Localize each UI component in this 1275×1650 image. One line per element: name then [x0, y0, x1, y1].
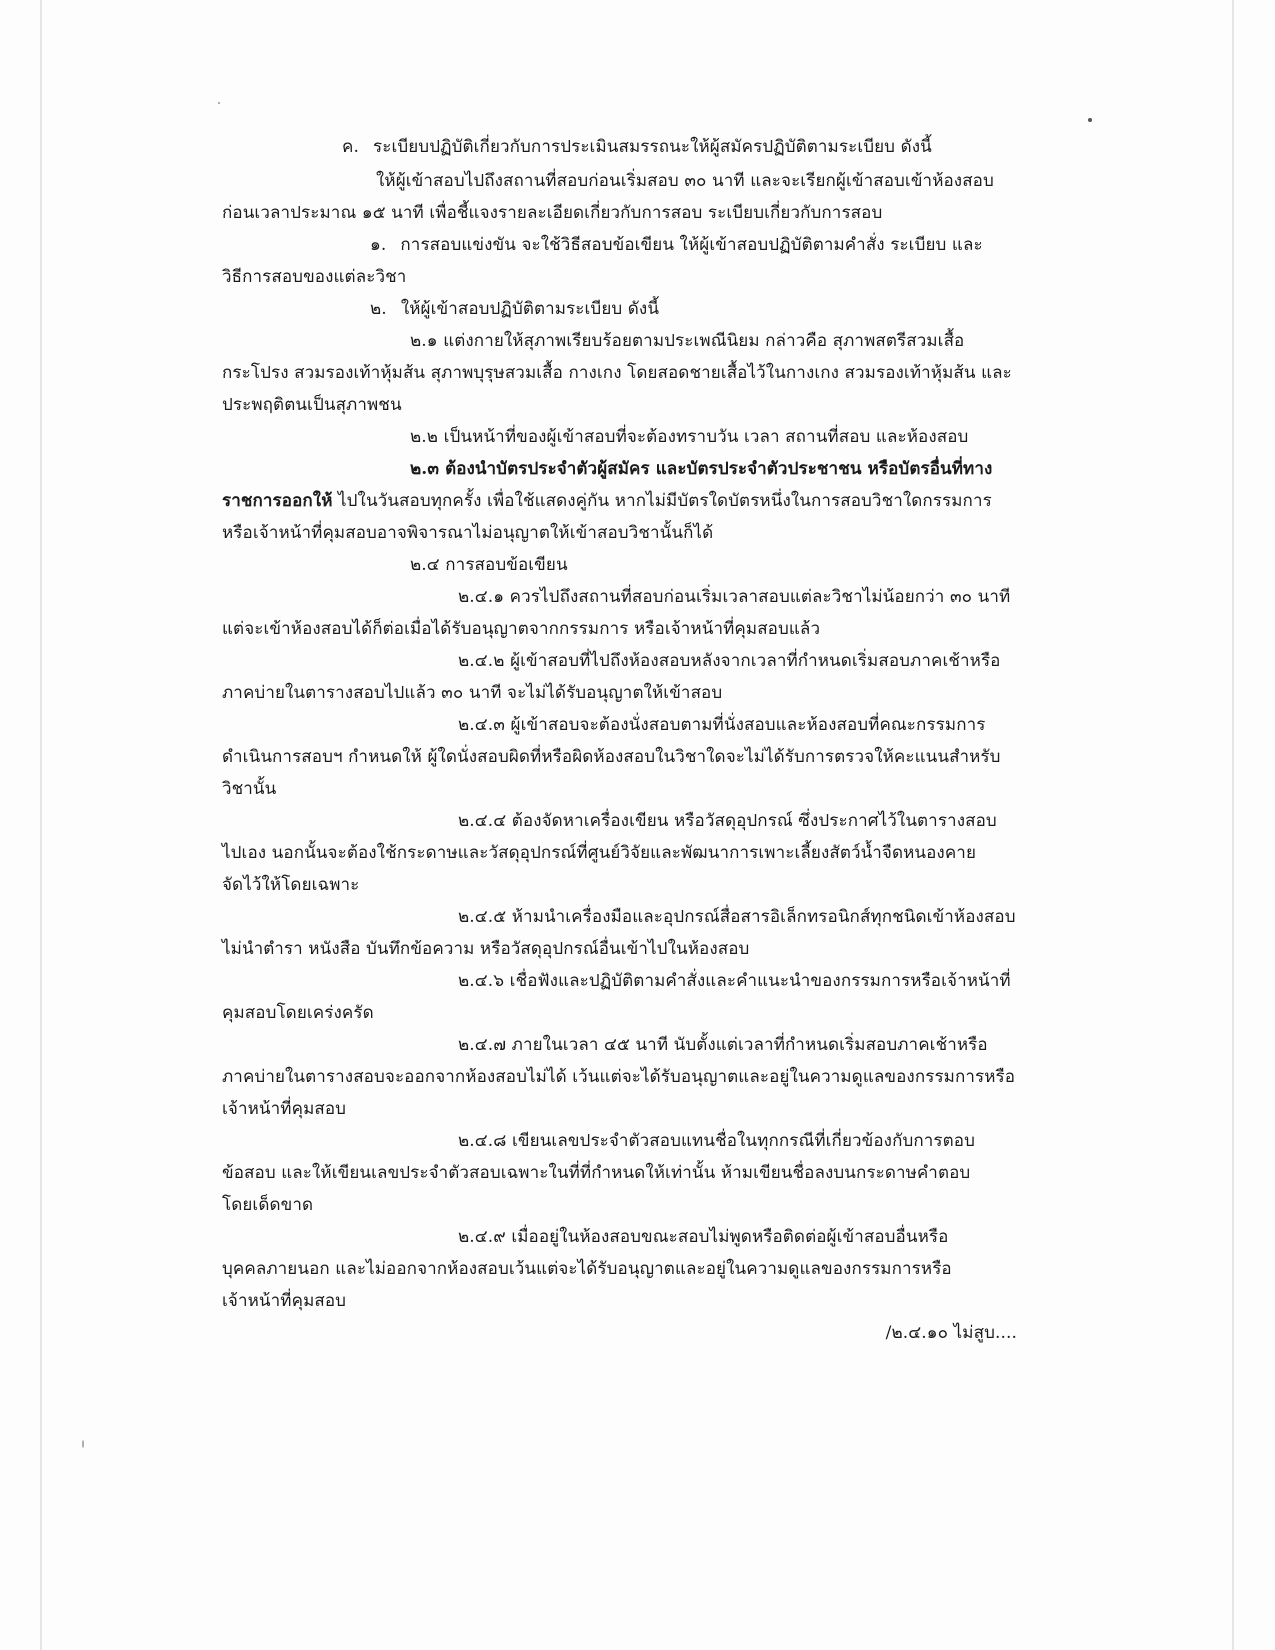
item-2-4-5-line-2: ไม่นำตำรา หนังสือ บันทึกข้อความ หรือวัสดุอุปกรณ์อื่นเข้าไปในห้องสอบ [222, 939, 750, 959]
item-2-4-line-1: ๒.๔ การสอบข้อเขียน [410, 555, 568, 575]
item-2-3-bold-text: ราชการออกให้ [222, 491, 333, 511]
item-2-4-7-line-1: ๒.๔.๗ ภายในเวลา ๔๕ นาที นับตั้งแต่เวลาที่กำหนดเริ่มสอบภาคเช้าหรือ [458, 1035, 988, 1055]
item-1-line-1 [370, 234, 983, 256]
item-1-number: ๑. [370, 235, 387, 255]
item-2-3-line-2-text: ไปในวันสอบทุกครั้ง เพื่อใช้แสดงคู่กัน หากไม่มีบัตรใดบัตรหนึ่งในการสอบวิชาใดกรรมการ [332, 491, 992, 511]
item-2-text: ให้ผู้เข้าสอบปฏิบัติตามระเบียบ ดังนี้ [400, 299, 660, 319]
section-c-heading [342, 136, 932, 158]
item-2-4-6-line-2: คุมสอบโดยเคร่งครัด [222, 1003, 374, 1023]
item-2-number: ๒. [370, 299, 387, 319]
section-c-intro-line-2: ก่อนเวลาประมาณ ๑๕ นาที เพื่อชี้แจงรายละเอียดเกี่ยวกับการสอบ ระเบียบเกี่ยวกับการสอบ [222, 203, 883, 223]
item-2-4-9-line-2: บุคคลภายนอก และไม่ออกจากห้องสอบเว้นแต่จะได้รับอนุญาตและอยู่ในความดูแลของกรรมการหรือ [222, 1259, 952, 1279]
section-c-label: ค. [342, 137, 359, 157]
item-2-4-4-line-2: ไปเอง นอกนั้นจะต้องใช้กระดาษและวัสดุอุปกรณ์ที่ศูนย์วิจัยและพัฒนาการเพาะเลี้ยงสัตว์น้ำจืดหนองคาย [222, 843, 977, 863]
item-1-text: การสอบแข่งขัน จะใช้วิธีสอบข้อเขียน ให้ผู้เข้าสอบปฏิบัติตามคำสั่ง ระเบียบ และ [400, 235, 983, 255]
item-1-line-2: วิธีการสอบของแต่ละวิชา [222, 267, 407, 287]
item-2-1-line-2: กระโปรง สวมรองเท้าหุ้มส้น สุภาพบุรุษสวมเสื้อ กางเกง โดยสอดชายเสื้อไว้ในกางเกง สวมรองเท้าหุ้มส้น และ [222, 363, 1012, 383]
item-2-4-7-line-2: ภาคบ่ายในตารางสอบจะออกจากห้องสอบไม่ได้ เว้นแต่จะได้รับอนุญาตและอยู่ในความดูแลของกรรมการหรือ [222, 1067, 1016, 1087]
item-2-4-3-line-2: ดำเนินการสอบฯ กำหนดให้ ผู้ใดนั่งสอบผิดที่หรือผิดห้องสอบในวิชาใดจะไม่ได้รับการตรวจให้คะแนนสำหรับ [222, 747, 1001, 767]
section-c-heading-text: ระเบียบปฏิบัติเกี่ยวกับการประเมินสมรรถนะให้ผู้สมัครปฏิบัติตามระเบียบ ดังนี้ [372, 137, 932, 157]
scan-edge-right [1232, 0, 1234, 1650]
section-c-intro-line-1: ให้ผู้เข้าสอบไปถึงสถานที่สอบก่อนเริ่มสอบ ๓๐ นาที และจะเรียกผู้เข้าสอบเข้าห้องสอบ [376, 171, 994, 191]
item-2-line-1 [370, 298, 659, 320]
item-2-4-8-line-3: โดยเด็ดขาด [222, 1195, 314, 1215]
item-2-4-5-line-1: ๒.๔.๕ ห้ามนำเครื่องมือและอุปกรณ์สื่อสารอิเล็กทรอนิกส์ทุกชนิดเข้าห้องสอบ [458, 907, 1016, 927]
item-2-4-8-line-2: ข้อสอบ และให้เขียนเลขประจำตัวสอบเฉพาะในที่ที่กำหนดให้เท่านั้น ห้ามเขียนชื่อลงบนกระดาษคำตอบ [222, 1163, 971, 1183]
item-2-4-3-line-1: ๒.๔.๓ ผู้เข้าสอบจะต้องนั่งสอบตามที่นั่งสอบและห้องสอบที่คณะกรรมการ [458, 715, 986, 735]
scan-speck [82, 1440, 84, 1448]
item-2-4-3-line-3: วิชานั้น [222, 779, 277, 799]
item-2-4-9-line-1: ๒.๔.๙ เมื่ออยู่ในห้องสอบขณะสอบไม่พูดหรือติดต่อผู้เข้าสอบอื่นหรือ [458, 1227, 949, 1247]
scan-edge-left [40, 0, 42, 1650]
item-2-2-line-1: ๒.๒ เป็นหน้าที่ของผู้เข้าสอบที่จะต้องทราบวัน เวลา สถานที่สอบ และห้องสอบ [410, 427, 969, 447]
item-2-1-line-1: ๒.๑ แต่งกายให้สุภาพเรียบร้อยตามประเพณีนิยม กล่าวคือ สุภาพสตรีสวมเสื้อ [410, 331, 965, 351]
item-2-4-4-line-3: จัดไว้ให้โดยเฉพาะ [222, 875, 360, 895]
item-2-4-8-line-1: ๒.๔.๘ เขียนเลขประจำตัวสอบแทนชื่อในทุกกรณีที่เกี่ยวข้องกับการตอบ [458, 1131, 975, 1151]
item-2-3-line-2 [222, 490, 992, 512]
item-2-4-9-line-3: เจ้าหน้าที่คุมสอบ [222, 1291, 347, 1311]
item-2-4-2-line-1: ๒.๔.๒ ผู้เข้าสอบที่ไปถึงห้องสอบหลังจากเวลาที่กำหนดเริ่มสอบภาคเช้าหรือ [458, 651, 1001, 671]
item-2-3-line-3: หรือเจ้าหน้าที่คุมสอบอาจพิจารณาไม่อนุญาตให้เข้าสอบวิชานั้นก็ได้ [222, 523, 714, 543]
item-2-4-4-line-1: ๒.๔.๔ ต้องจัดหาเครื่องเขียน หรือวัสดุอุปกรณ์ ซึ่งประกาศไว้ในตารางสอบ [458, 811, 997, 831]
item-2-1-line-3: ประพฤติตนเป็นสุภาพชน [222, 395, 402, 415]
continuation-marker: /๒.๔.๑๐ ไม่สูบ.... [885, 1323, 1017, 1343]
item-2-3-line-1: ๒.๓ ต้องนำบัตรประจำตัวผู้สมัคร และบัตรประจำตัวประชาชน หรือบัตรอื่นที่ทาง [410, 459, 993, 479]
item-2-4-1-line-2: แต่จะเข้าห้องสอบได้ก็ต่อเมื่อได้รับอนุญาตจากกรรมการ หรือเจ้าหน้าที่คุมสอบแล้ว [222, 619, 821, 639]
scan-speck [1088, 118, 1092, 122]
item-2-4-6-line-1: ๒.๔.๖ เชื่อฟังและปฏิบัติตามคำสั่งและคำแนะนำของกรรมการหรือเจ้าหน้าที่ [458, 971, 1011, 991]
scan-speck [218, 102, 220, 104]
item-2-4-2-line-2: ภาคบ่ายในตารางสอบไปแล้ว ๓๐ นาที จะไม่ได้รับอนุญาตให้เข้าสอบ [222, 683, 723, 703]
item-2-4-7-line-3: เจ้าหน้าที่คุมสอบ [222, 1099, 347, 1119]
item-2-4-1-line-1: ๒.๔.๑ ควรไปถึงสถานที่สอบก่อนเริ่มเวลาสอบแต่ละวิชาไม่น้อยกว่า ๓๐ นาที [458, 587, 1011, 607]
